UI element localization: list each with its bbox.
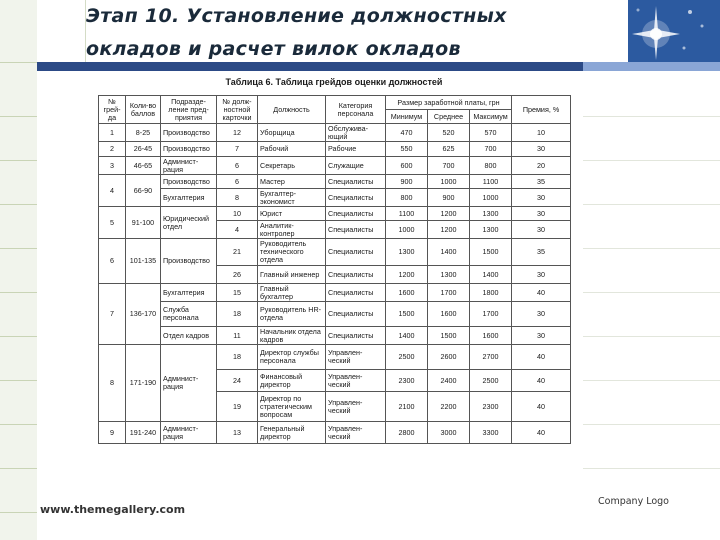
cell-dept: Бухгалтерия: [161, 189, 217, 207]
cell-dept: Производство: [161, 142, 217, 157]
cell-avg: 1600: [428, 302, 470, 327]
cell-points: 66-90: [126, 175, 161, 207]
cell-min: 900: [386, 175, 428, 189]
cell-bonus: 30: [512, 302, 571, 327]
cell-card: 13: [217, 422, 258, 444]
cell-max: 1300: [470, 221, 512, 239]
table-title: Таблица 6. Таблица грейдов оценки должностей: [225, 77, 443, 87]
cell-max: 1800: [470, 284, 512, 302]
cell-category: Специалисты: [326, 239, 386, 266]
cell-category: Управлен- ческий: [326, 345, 386, 370]
table-row: [99, 327, 571, 345]
cell-position: Мастер: [258, 175, 326, 189]
header-grade: № грей- да: [99, 96, 126, 124]
cell-max: 800: [470, 157, 512, 175]
cell-grade: 5: [99, 207, 126, 239]
cell-category: Специалисты: [326, 327, 386, 345]
cell-bonus: 10: [512, 124, 571, 142]
right-grid-line: [583, 248, 720, 249]
cell-category: Специалисты: [326, 266, 386, 284]
cell-dept: Служба персонала: [161, 302, 217, 327]
cell-bonus: 30: [512, 221, 571, 239]
cell-bonus: 40: [512, 392, 571, 422]
cell-card: 10: [217, 207, 258, 221]
cell-dept: Админист- рация: [161, 422, 217, 444]
cell-card: 8: [217, 189, 258, 207]
cell-position: Уборщица: [258, 124, 326, 142]
cell-dept: Производство: [161, 124, 217, 142]
cell-card: 19: [217, 392, 258, 422]
cell-max: 1500: [470, 239, 512, 266]
cell-bonus: 35: [512, 239, 571, 266]
cell-category: Специалисты: [326, 302, 386, 327]
cell-position: Генеральный директор: [258, 422, 326, 444]
cell-avg: 1200: [428, 221, 470, 239]
cell-position: Рабочий: [258, 142, 326, 157]
cell-bonus: 40: [512, 345, 571, 370]
cell-max: 570: [470, 124, 512, 142]
cell-card: 11: [217, 327, 258, 345]
cell-bonus: 40: [512, 370, 571, 392]
top-corner-band: [37, 0, 86, 62]
cell-max: 2700: [470, 345, 512, 370]
table-row: [99, 284, 571, 302]
cell-max: 1400: [470, 266, 512, 284]
header-max: Максимум: [470, 110, 512, 124]
cell-max: 1000: [470, 189, 512, 207]
cell-max: 1700: [470, 302, 512, 327]
header-points: Коли-во баллов: [126, 96, 161, 124]
right-grid-line: [583, 204, 720, 205]
table-row: [99, 124, 571, 142]
cell-category: Управлен- ческий: [326, 422, 386, 444]
cell-category: Специалисты: [326, 221, 386, 239]
cell-avg: 2600: [428, 345, 470, 370]
cell-bonus: 40: [512, 284, 571, 302]
cell-bonus: 30: [512, 142, 571, 157]
cell-bonus: 20: [512, 157, 571, 175]
cell-position: Главный инженер: [258, 266, 326, 284]
cell-min: 1300: [386, 239, 428, 266]
cell-card: 4: [217, 221, 258, 239]
header-salary-group: Размер заработной платы, грн: [386, 96, 512, 110]
cell-bonus: 30: [512, 327, 571, 345]
grades-table: [98, 95, 571, 444]
cell-bonus: 35: [512, 175, 571, 189]
cell-category: Специалисты: [326, 189, 386, 207]
cell-grade: 2: [99, 142, 126, 157]
cell-card: 7: [217, 142, 258, 157]
cell-position: Главный бухгалтер: [258, 284, 326, 302]
right-grid-line: [583, 424, 720, 425]
slide-title: [86, 0, 646, 66]
cell-category: Рабочие: [326, 142, 386, 157]
cell-max: 1600: [470, 327, 512, 345]
cell-min: 800: [386, 189, 428, 207]
cell-min: 470: [386, 124, 428, 142]
cell-min: 1100: [386, 207, 428, 221]
cell-grade: 6: [99, 239, 126, 284]
cell-avg: 1500: [428, 327, 470, 345]
cell-grade: 4: [99, 175, 126, 207]
cell-points: 191-240: [126, 422, 161, 444]
slide-title-line1: Этап 10. Установление должностных: [86, 5, 507, 27]
cell-min: 1000: [386, 221, 428, 239]
cell-grade: 7: [99, 284, 126, 345]
cell-position: Директор по стратегическим вопросам: [258, 392, 326, 422]
cell-position: Секретарь: [258, 157, 326, 175]
cell-avg: 1200: [428, 207, 470, 221]
cell-category: Служащие: [326, 157, 386, 175]
cell-grade: 8: [99, 345, 126, 422]
cell-dept: Отдел кадров: [161, 327, 217, 345]
cell-min: 2800: [386, 422, 428, 444]
cell-dept: Админист- рация: [161, 157, 217, 175]
table-row: [99, 142, 571, 157]
cell-position: Директор службы персонала: [258, 345, 326, 370]
cell-max: 2300: [470, 392, 512, 422]
cell-avg: 700: [428, 157, 470, 175]
cell-position: Бухгалтер- экономист: [258, 189, 326, 207]
cell-avg: 1400: [428, 239, 470, 266]
cell-avg: 900: [428, 189, 470, 207]
cell-card: 18: [217, 345, 258, 370]
table-row: [99, 302, 571, 327]
cell-bonus: 30: [512, 207, 571, 221]
cell-dept: Производство: [161, 239, 217, 284]
cell-card: 15: [217, 284, 258, 302]
cell-card: 6: [217, 157, 258, 175]
slide-title-line2: окладов и расчет вилок окладов: [86, 38, 461, 60]
cell-min: 1500: [386, 302, 428, 327]
cell-bonus: 40: [512, 422, 571, 444]
cell-card: 21: [217, 239, 258, 266]
right-grid-line: [583, 468, 720, 469]
cell-category: Специалисты: [326, 284, 386, 302]
cell-max: 3300: [470, 422, 512, 444]
cell-points: 171-190: [126, 345, 161, 422]
cell-avg: 3000: [428, 422, 470, 444]
cell-bonus: 30: [512, 266, 571, 284]
cell-card: 18: [217, 302, 258, 327]
cell-max: 700: [470, 142, 512, 157]
header-accent-bar-light: [583, 62, 720, 71]
cell-grade: 1: [99, 124, 126, 142]
cell-position: Юрист: [258, 207, 326, 221]
cell-points: 26-45: [126, 142, 161, 157]
cell-max: 1300: [470, 207, 512, 221]
header-card: № долж- ностной карточки: [217, 96, 258, 124]
cell-category: Управлен- ческий: [326, 370, 386, 392]
table-row: [99, 345, 571, 370]
cell-min: 1200: [386, 266, 428, 284]
right-grid-line: [583, 292, 720, 293]
cell-max: 1100: [470, 175, 512, 189]
cell-min: 2100: [386, 392, 428, 422]
cell-card: 24: [217, 370, 258, 392]
cell-category: Специалисты: [326, 175, 386, 189]
cell-dept: Админист- рация: [161, 345, 217, 422]
cell-min: 600: [386, 157, 428, 175]
cell-category: Управлен- ческий: [326, 392, 386, 422]
cell-avg: 2200: [428, 392, 470, 422]
right-grid-line: [583, 116, 720, 117]
cell-min: 550: [386, 142, 428, 157]
cell-avg: 1700: [428, 284, 470, 302]
table-row: [99, 207, 571, 221]
cell-category: Специалисты: [326, 207, 386, 221]
cell-card: 26: [217, 266, 258, 284]
right-grid-line: [583, 336, 720, 337]
cell-dept: Бухгалтерия: [161, 284, 217, 302]
cell-grade: 3: [99, 157, 126, 175]
footer-url: www.themegallery.com: [40, 503, 186, 516]
company-logo-text: Company Logo: [598, 496, 669, 507]
table-row: [99, 422, 571, 444]
cell-position: Руководитель технического отдела: [258, 239, 326, 266]
header-position: Должность: [258, 96, 326, 124]
sparkle-logo-icon: [628, 0, 720, 62]
cell-bonus: 30: [512, 189, 571, 207]
cell-min: 1600: [386, 284, 428, 302]
table-row: [99, 175, 571, 189]
right-grid-line: [583, 380, 720, 381]
cell-points: 91-100: [126, 207, 161, 239]
cell-card: 6: [217, 175, 258, 189]
cell-avg: 1000: [428, 175, 470, 189]
cell-points: 136-170: [126, 284, 161, 345]
cell-grade: 9: [99, 422, 126, 444]
cell-avg: 625: [428, 142, 470, 157]
header-dept: Подразде- ление пред- приятия: [161, 96, 217, 124]
cell-points: 46-65: [126, 157, 161, 175]
cell-points: 8-25: [126, 124, 161, 142]
cell-avg: 1300: [428, 266, 470, 284]
cell-min: 2500: [386, 345, 428, 370]
cell-dept: Производство: [161, 175, 217, 189]
cell-category: Обслужива- ющий: [326, 124, 386, 142]
cell-position: Руководитель HR-отдела: [258, 302, 326, 327]
cell-max: 2500: [470, 370, 512, 392]
cell-min: 2300: [386, 370, 428, 392]
header-avg: Среднее: [428, 110, 470, 124]
header-category: Категория персонала: [326, 96, 386, 124]
cell-avg: 2400: [428, 370, 470, 392]
scanned-table-image: [85, 71, 583, 487]
cell-position: Финансовый директор: [258, 370, 326, 392]
cell-dept: Юридический отдел: [161, 207, 217, 239]
cell-min: 1400: [386, 327, 428, 345]
table-row: [99, 239, 571, 266]
cell-avg: 520: [428, 124, 470, 142]
cell-position: Начальник отдела кадров: [258, 327, 326, 345]
table-row: [99, 157, 571, 175]
cell-card: 12: [217, 124, 258, 142]
table-row: [99, 189, 571, 207]
header-bonus: Премия, %: [512, 96, 571, 124]
right-decor-strip: [583, 71, 720, 540]
cell-position: Аналитик- контролер: [258, 221, 326, 239]
cell-points: 101-135: [126, 239, 161, 284]
header-min: Минимум: [386, 110, 428, 124]
left-decor-column: [0, 0, 37, 540]
right-grid-line: [583, 160, 720, 161]
